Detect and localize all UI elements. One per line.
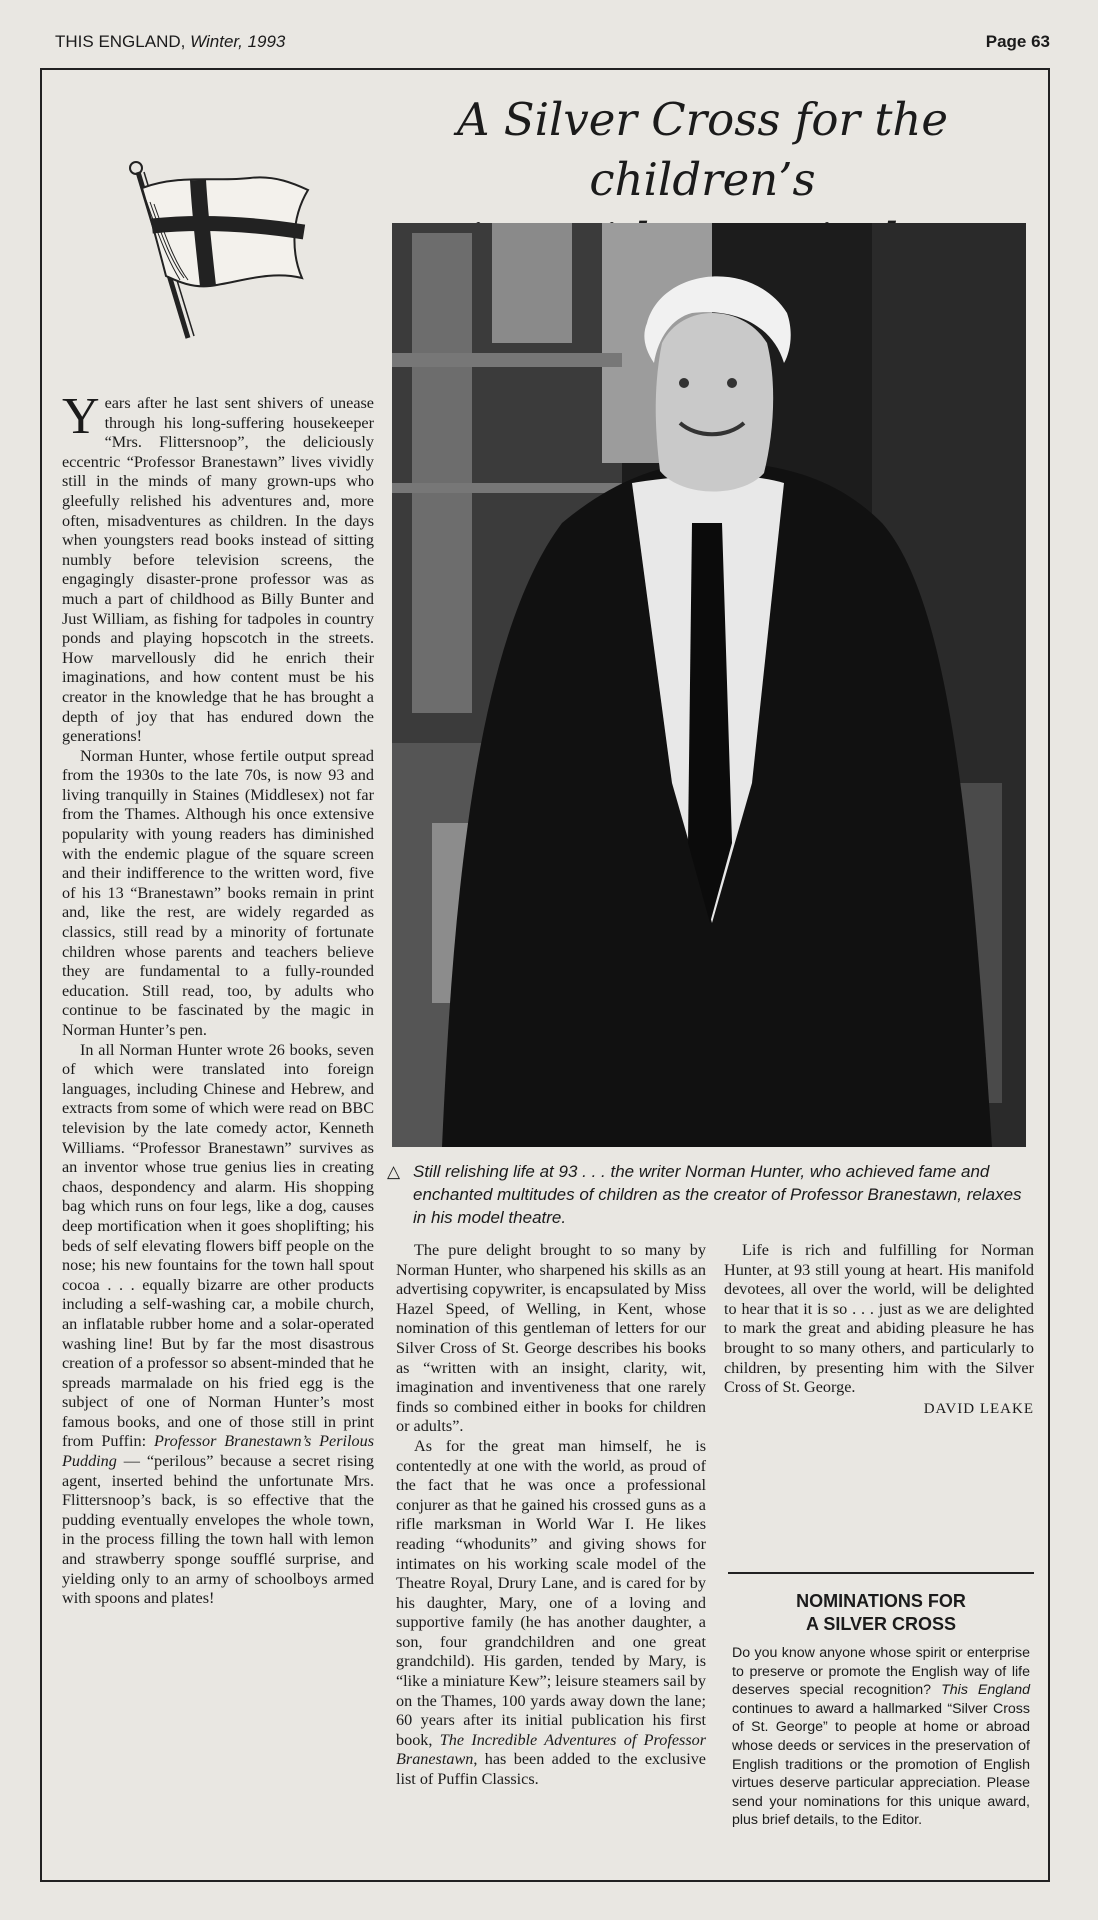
- article-paragraph: [62, 388, 374, 747]
- book-title: Professor Branestawn’s Perilous Pudding: [62, 1432, 375, 1471]
- magazine-name: THIS ENGLAND,: [55, 32, 186, 51]
- article-paragraph: Life is rich and fulfilling for Norman Hunter, at 93 still young at heart. His manifold devotees, all over the world, will be delighted to hear that it is so . . . just as we are delighted to mark the great and abiding pleasure he has brought to so many others, and particularly to children, by presenting him with the Silver Cross of St. George.: [724, 1241, 1034, 1397]
- paragraph-1-text: ears after he last sent shivers of unease through his long-suffering housekeeper “Mrs. Flittersnoop”, the deliciously eccentric “Professor Branestawn” lives vividly still in the minds of many grown-ups who gleefully relished his adventures and, more often, misadventures as children. In the days when youngsters read books instead of sitting numbly before television screens, the engagingly disaster-prone professor was as much a part of childhood as Billy Bunter and Just William, as fishing for tadpoles in country ponds and playing hopscotch in the streets. How marvellously did he enrich their imaginations, and how content must be his creator in the knowledge that he has brought a depth of joy that has endured down the generations!: [62, 394, 374, 746]
- title-line-1: A Silver Cross for the children’s: [456, 93, 949, 206]
- article-paragraph: Norman Hunter, whose fertile output spread from the 1930s to the late 70s, is now 93 and living tranquilly in Staines (Middlesex) not far from the Thames. Although his once extensive popularity with young readers has diminished with the endemic plague of the square screen and their indifference to the written word, five of his 13 “Branestawn” books remain in print and, like the rest, are widely regarded as classics, still read by a minority of fortunate children whose parents and teachers believe they are fundamental to a fully-rounded education. Still read, too, by adults who continue to be fascinated by the magic in Norman Hunter’s pen.: [62, 746, 374, 1039]
- paragraph-3-cont: — “perilous” because a secret rising agent, inserted behind the unfortunate Mrs. Flittersnoop’s back, is so effective that the pudding eventually envelopes the whole town, in the process filling the town hall with lemon and strawberry sponge soufflé surprise, and yielding only to an army of schoolboys armed with spoons and plates!: [62, 1452, 375, 1608]
- nominations-heading-line-2: A SILVER CROSS: [805, 1614, 957, 1634]
- byline: DAVID LEAKE: [923, 1400, 1034, 1417]
- nominations-text: [732, 1644, 1030, 1830]
- magazine-title: This England: [941, 1682, 1030, 1699]
- caption-text: Still relishing life at 93 . . . the writer Norman Hunter, who achieved fame and enchanted multitudes of children as the creator of Professor Branestawn, relaxes in his model theatre.: [413, 1162, 1022, 1227]
- book-title: The Incredible Adventures of Professor Branestawn: [396, 1730, 707, 1769]
- divider: [728, 1572, 1034, 1574]
- st-george-flag-icon: [120, 160, 315, 345]
- issue-date: Winter, 1993: [190, 32, 286, 51]
- article-paragraph: [62, 1041, 374, 1609]
- running-header: [55, 32, 285, 52]
- photo-caption: [387, 1160, 1037, 1229]
- triangle-icon: △: [387, 1162, 401, 1181]
- nominations-text-a: Do you know anyone whose spirit or enterprise to preserve or promote the English way of life deserves special recognition?: [732, 1645, 1030, 1699]
- paragraph-3-text: In all Norman Hunter wrote 26 books, seven of which were translated into foreign languages, including Chinese and Hebrew, and extracts from some of which were read on BBC television by the late comedy actor, Kenneth Williams. “Professor Branestawn” survives as an inventor whose true genius lies in creating chaos, despondency and alarm. His shopping bag which runs on four legs, like a dog, causes deep mortification when it goes shoplifting; his beds of self elevating flowers biff people on the nose; his new fountains for the town hall spout cocoa . . . equally bizarre are other products including a self-washing car, a mobile church, an inflatable rubber home and a solar-operated washing line! But by far the most disastrous creation of a professor so absent-minded that he spreads marmalade on his fried egg is the subject of one of Norman Hunter’s most famous books, and one of those still in print from Puffin:: [62, 1040, 374, 1451]
- nominations-heading-line-1: NOMINATIONS FOR: [796, 1591, 966, 1611]
- page-number: Page 63: [985, 32, 1050, 51]
- article-column-3: [724, 1241, 1034, 1419]
- article-paragraph: The pure delight brought to so many by Norman Hunter, who sharpened his skills as an advertising copywriter, is encapsulated by Miss Hazel Speed, of Welling, in Kent, whose nomination of this gentleman of letters for our Silver Cross of St. George describes his books as “written with an insight, clarity, wit, imagination and inventiveness that one rarely finds so combined either in books for children or adults”.: [396, 1241, 706, 1436]
- author-photo: [392, 223, 1026, 1147]
- drop-cap: Y: [62, 388, 100, 445]
- article-column-2: [396, 1241, 706, 1790]
- paragraph-5-text: As for the great man himself, he is contentedly at one with the world, as proud of the fact that he was once a professional conjurer as that he gained his crossed guns as a rifle marksman in World War I. He likes reading “whodunits” and giving shows for intimates on his working scale model of the Theatre Royal, Drury Lane, and is cared for by his daughter, Mary, one of a loving and supportive family (he has another daughter, a son, four grandchildren and one great grandchild). His garden, tended by Mary, is “like a miniature Kew”; leisure steamers sail by on the Thames, 100 yards away down the lane; 60 years after its initial publication his first book,: [396, 1436, 706, 1749]
- nominations-heading: [728, 1590, 1034, 1636]
- paragraph-5-cont: , has been added to the exclusive list of Puffin Classics.: [396, 1750, 706, 1789]
- nominations-text-b: continues to award a hallmarked “Silver Cross of St. George” to people at home or abroad whose deeds or services in the preservation of English traditions or the promotion of English virtues deserve particular appreciation. Please send your nominations for this unique award, plus brief details, to the Editor.: [732, 1700, 1030, 1829]
- article-column-1: [62, 388, 375, 1609]
- article-paragraph: [396, 1437, 706, 1790]
